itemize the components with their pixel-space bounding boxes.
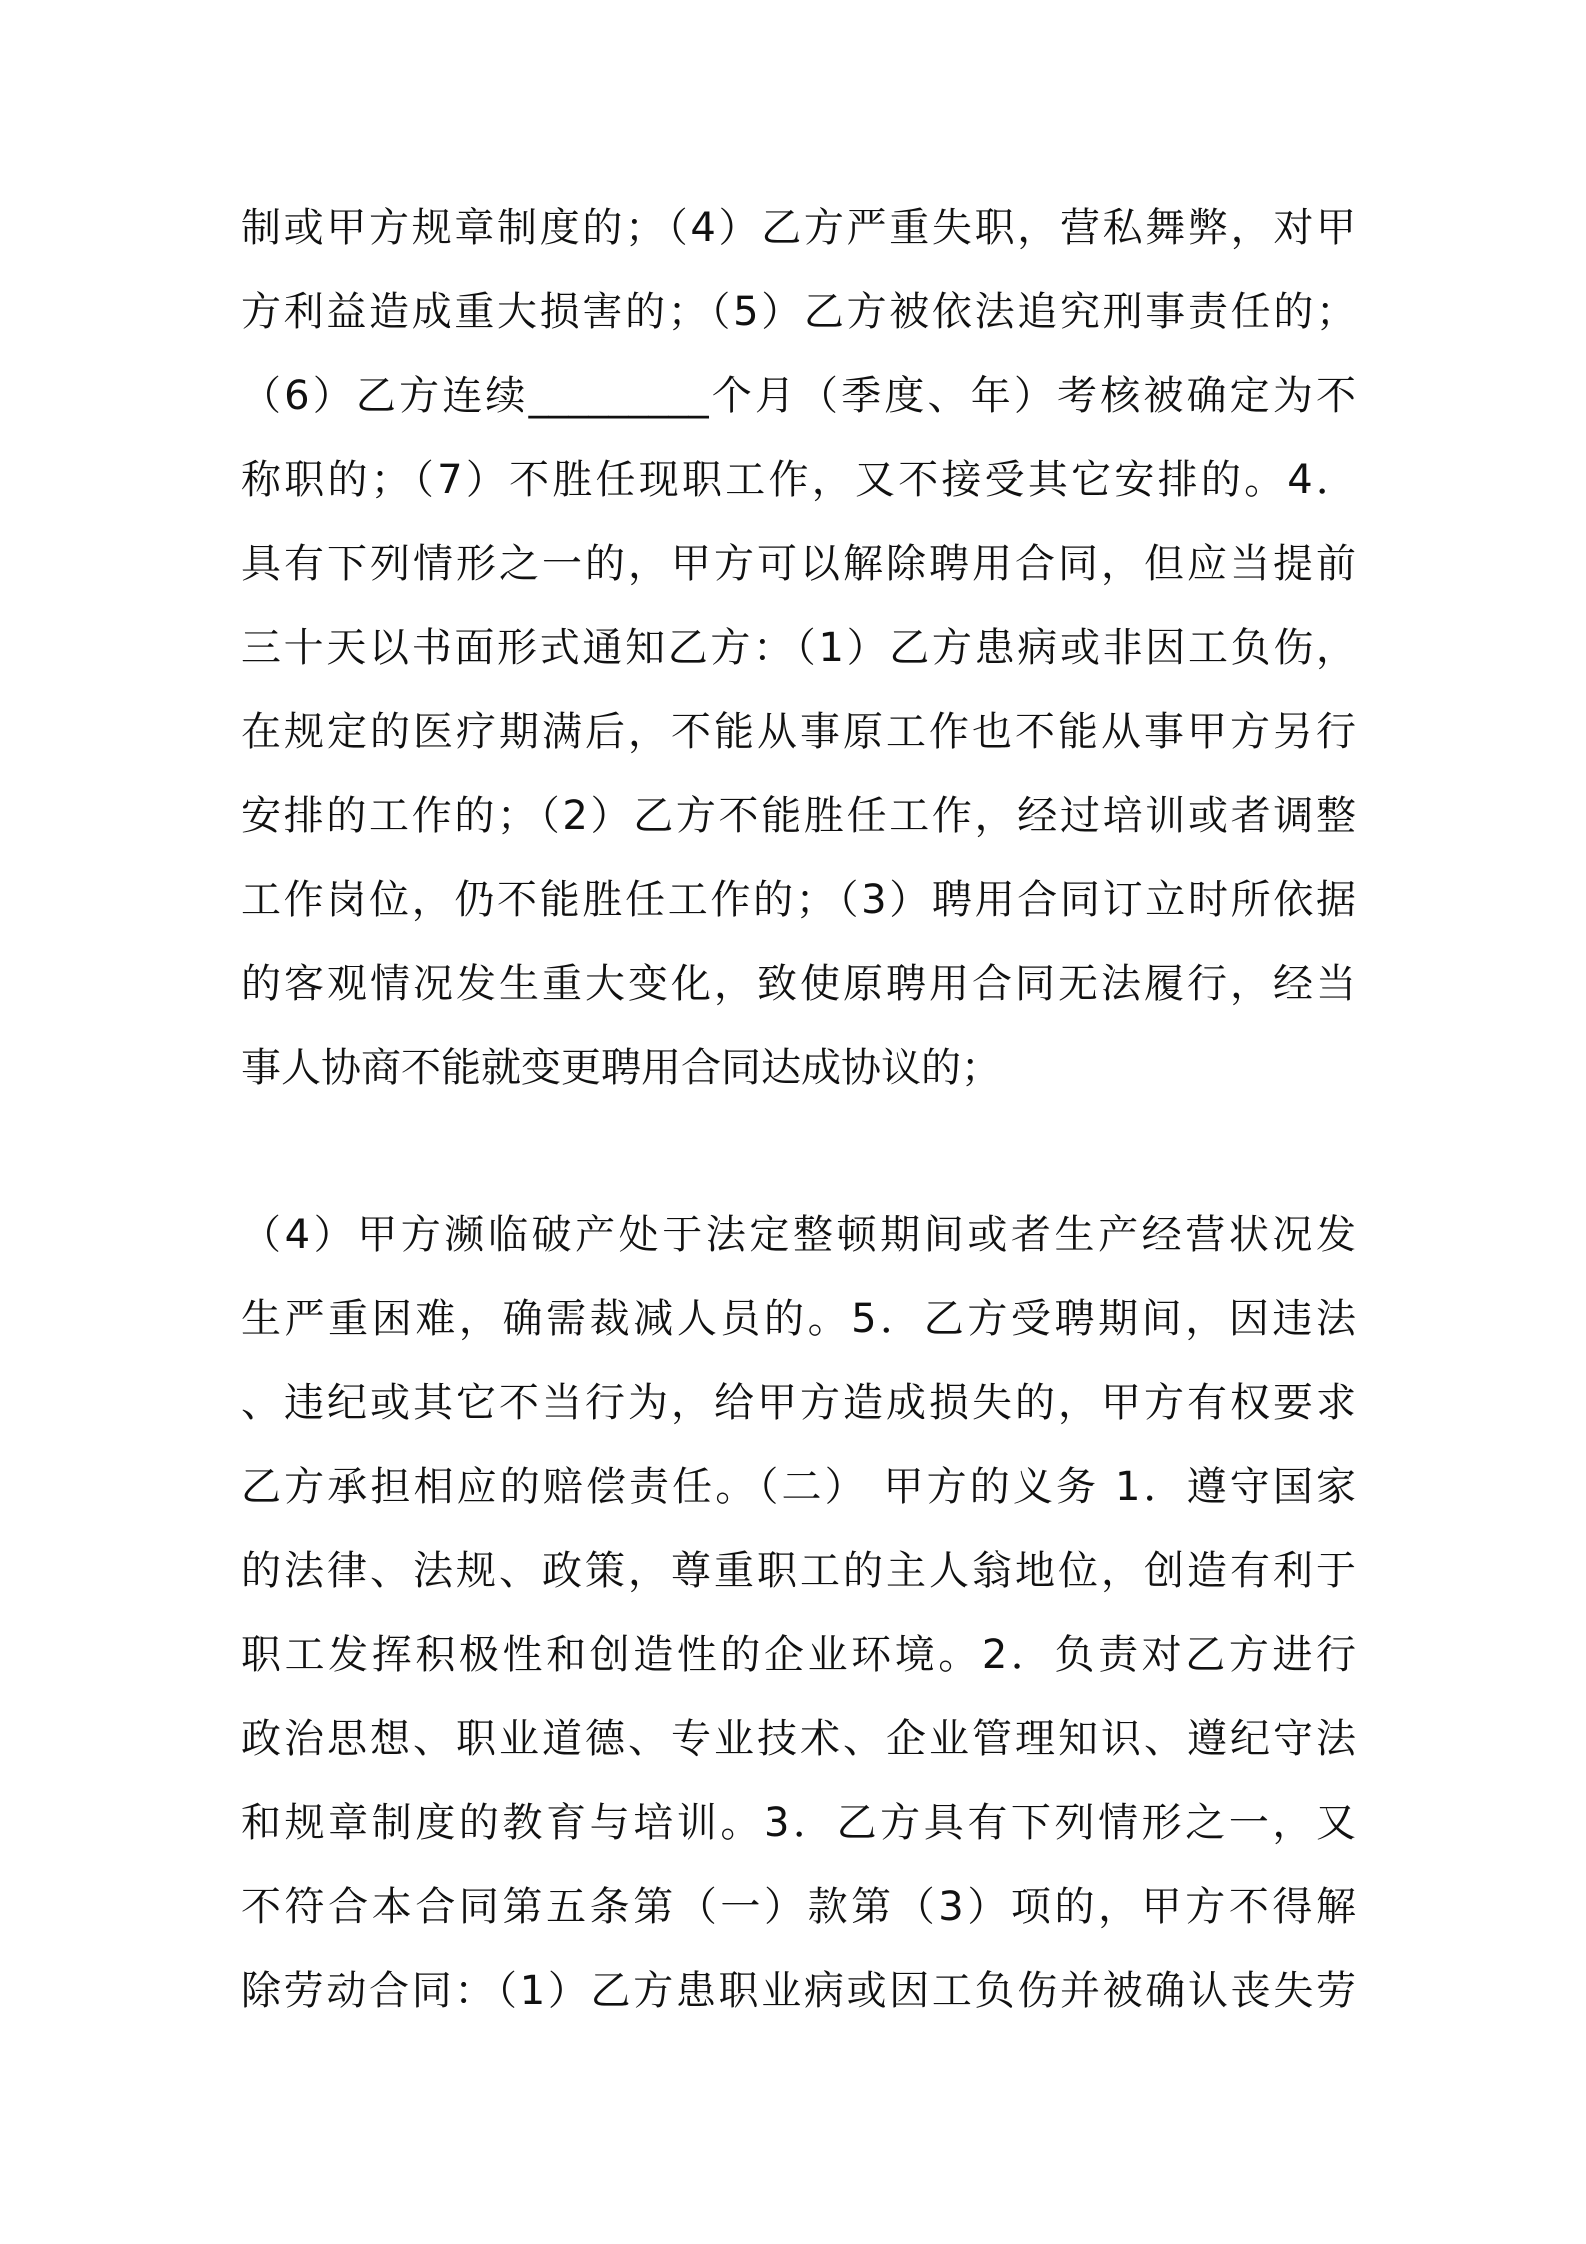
- paragraph-1: [241, 186, 1356, 1110]
- text-line: 的法律、法规、政策，尊重职工的主人翁地位，创造有利于: [241, 1548, 1356, 1594]
- text-line: 的客观情况发生重大变化，致使原聘用合同无法履行，经当: [241, 961, 1356, 1007]
- text-line: 除劳动合同：（1）乙方患职业病或因工负伤并被确认丧失劳: [241, 1968, 1356, 2014]
- text-line: （4）甲方濒临破产处于法定整顿期间或者生产经营状况发: [241, 1212, 1356, 1258]
- paragraph-2: [241, 1193, 1356, 2033]
- text-line: 安排的工作的；（2）乙方不能胜任工作，经过培训或者调整: [241, 793, 1356, 839]
- text-line: 方利益造成重大损害的；（5）乙方被依法追究刑事责任的；: [241, 289, 1356, 335]
- text-line: （6）乙方连续_________个月（季度、年）考核被确定为不: [241, 373, 1356, 419]
- text-line: 不符合本合同第五条第（一）款第（3）项的，甲方不得解: [241, 1884, 1356, 1930]
- text-line: 称职的；（7）不胜任现职工作，又不接受其它安排的。4．: [241, 457, 1356, 503]
- text-line: 和规章制度的教育与培训。3．乙方具有下列情形之一，又: [241, 1800, 1356, 1846]
- text-line: 职工发挥积极性和创造性的企业环境。2．负责对乙方进行: [241, 1632, 1356, 1678]
- text-line: 在规定的医疗期满后，不能从事原工作也不能从事甲方另行: [241, 709, 1356, 755]
- text-line: 制或甲方规章制度的；（4）乙方严重失职，营私舞弊，对甲: [241, 205, 1356, 251]
- text-line-last: 事人协商不能就变更聘用合同达成协议的；: [241, 1045, 1001, 1091]
- text-line: 具有下列情形之一的，甲方可以解除聘用合同，但应当提前: [241, 541, 1356, 587]
- text-line: 工作岗位，仍不能胜任工作的；（3）聘用合同订立时所依据: [241, 877, 1356, 923]
- text-line: 政治思想、职业道德、专业技术、企业管理知识、遵纪守法: [241, 1716, 1356, 1762]
- text-line: 生严重困难，确需裁减人员的。5．乙方受聘期间，因违法: [241, 1296, 1356, 1342]
- text-line: 乙方承担相应的赔偿责任。（二） 甲方的义务 1．遵守国家: [241, 1464, 1356, 1510]
- text-line: 、违纪或其它不当行为，给甲方造成损失的，甲方有权要求: [241, 1380, 1356, 1426]
- text-line: 三十天以书面形式通知乙方：（1）乙方患病或非因工负伤，: [241, 625, 1356, 671]
